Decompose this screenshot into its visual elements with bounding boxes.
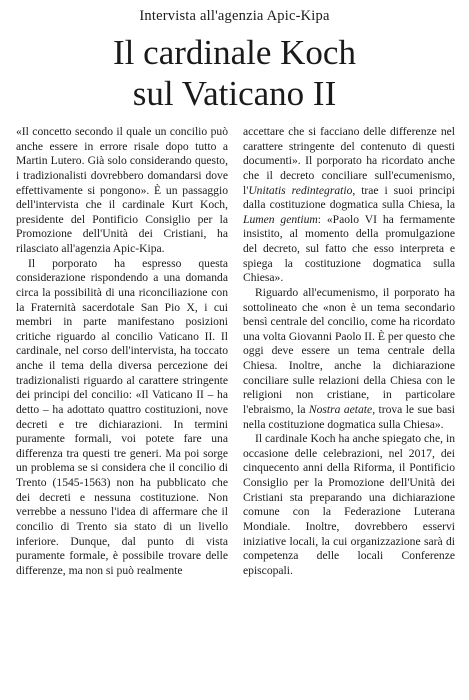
article-kicker: Intervista all'agenzia Apic-Kipa bbox=[139, 8, 330, 24]
left-column bbox=[16, 125, 228, 578]
paragraph-text: : «Paolo VI ha fermamente insistito, al momento della promulgazione del decreto, sul fatto che esso interpreta e spiega la costituzione dogmatica sulla Chiesa». bbox=[243, 212, 455, 285]
paragraph: Il porporato ha espresso questa considerazione rispondendo a una domanda circa la possibilità di una riconciliazione con la Fraternità sacerdotale San Pio X, i cui membri in parte manifestano posizioni critiche riguardo al concilio Vaticano II. Il cardinale, nel corso dell'intervista, ha toccato anche il tema della diversa percezione dei tradizionalisti riguardo al carattere stringente dei principi del concilio: «Il Vaticano II – ha detto – ha adottato quattro costituzioni, nove decreti e tre dichiarazioni. In termini puramente formali, voi potete fare una differenza tra questi tre generi. Ma poi sorge un problema se si considera che il concilio di Trento (1545-1563) non ha pubblicato che dei decreti e nessuna costituzione. Non verrebbe a nessuno l'idea di affermare che il concilio di Trento sia stato di un livello inferiore. Dunque, dal punto di vista puramente formale, è possibile trovare delle differenze, ma non si può realmente bbox=[16, 256, 228, 577]
title-line-2: sul Vaticano II bbox=[132, 74, 337, 113]
paragraph bbox=[243, 286, 455, 432]
right-column bbox=[243, 125, 455, 578]
paragraph: Il cardinale Koch ha anche spiegato che, in occasione delle celebrazioni, nel 2017, dei cinquecento anni della Riforma, il Pontificio Consiglio per la Promozione dell'Unità dei Cristiani sta preparando una dichiarazione comune con la Federazione Luterana Mondiale. Inoltre, dovrebbero esservi iniziative locali, la cui organizzazione sarà di competenza delle locali Conferenze episcopali. bbox=[243, 432, 455, 577]
italic-title: Nostra aetate bbox=[308, 402, 373, 416]
paragraph: «Il concetto secondo il quale un concilio può anche essere in errore risale dopo tutto a Martin Lutero. Già solo considerando questo, i tradizionalisti dovrebbero domandarsi dove effettivamente si pongono». È un passaggio dell'intervista che il cardinale Kurt Koch, presidente del Pontificio Consiglio per la Promozione dell'Unità dei Cristiani, ha rilasciato all'agenzia Apic-Kipa. bbox=[16, 125, 228, 255]
paragraph-text: Riguardo all'ecumenismo, il porporato ha sottolineato che «non è un tema secondario bensì centrale del concilio, come ha ricordato una volta Giovanni Paolo II. È per questo che oggi deve essere un tema centrale della Chiesa. Inoltre, anche la dichiarazione conciliare sulle relazioni della Chiesa con le religioni non cristiane, in particolare l'ebraismo, la bbox=[243, 285, 455, 416]
paragraph bbox=[243, 125, 455, 286]
italic-title: Lumen gentium bbox=[243, 212, 318, 226]
paragraph-text: , trae i suoi principi dalla costituzione dogmatica sulla Chiesa, la bbox=[243, 183, 455, 212]
article-title bbox=[0, 32, 469, 114]
paragraph-text: accettare che si facciano delle differenze nel carattere stringente del contenuto di questi documenti». Il porporato ha ricordato anche che il decreto conciliare sull'ecumenismo, l' bbox=[243, 125, 455, 197]
title-line-1: Il cardinale Koch bbox=[113, 33, 356, 72]
italic-title: Unitatis redintegratio bbox=[248, 183, 353, 197]
paragraph-text: , trova le sue basi nella costituzione dogmatica sulla Chiesa». bbox=[243, 402, 455, 431]
